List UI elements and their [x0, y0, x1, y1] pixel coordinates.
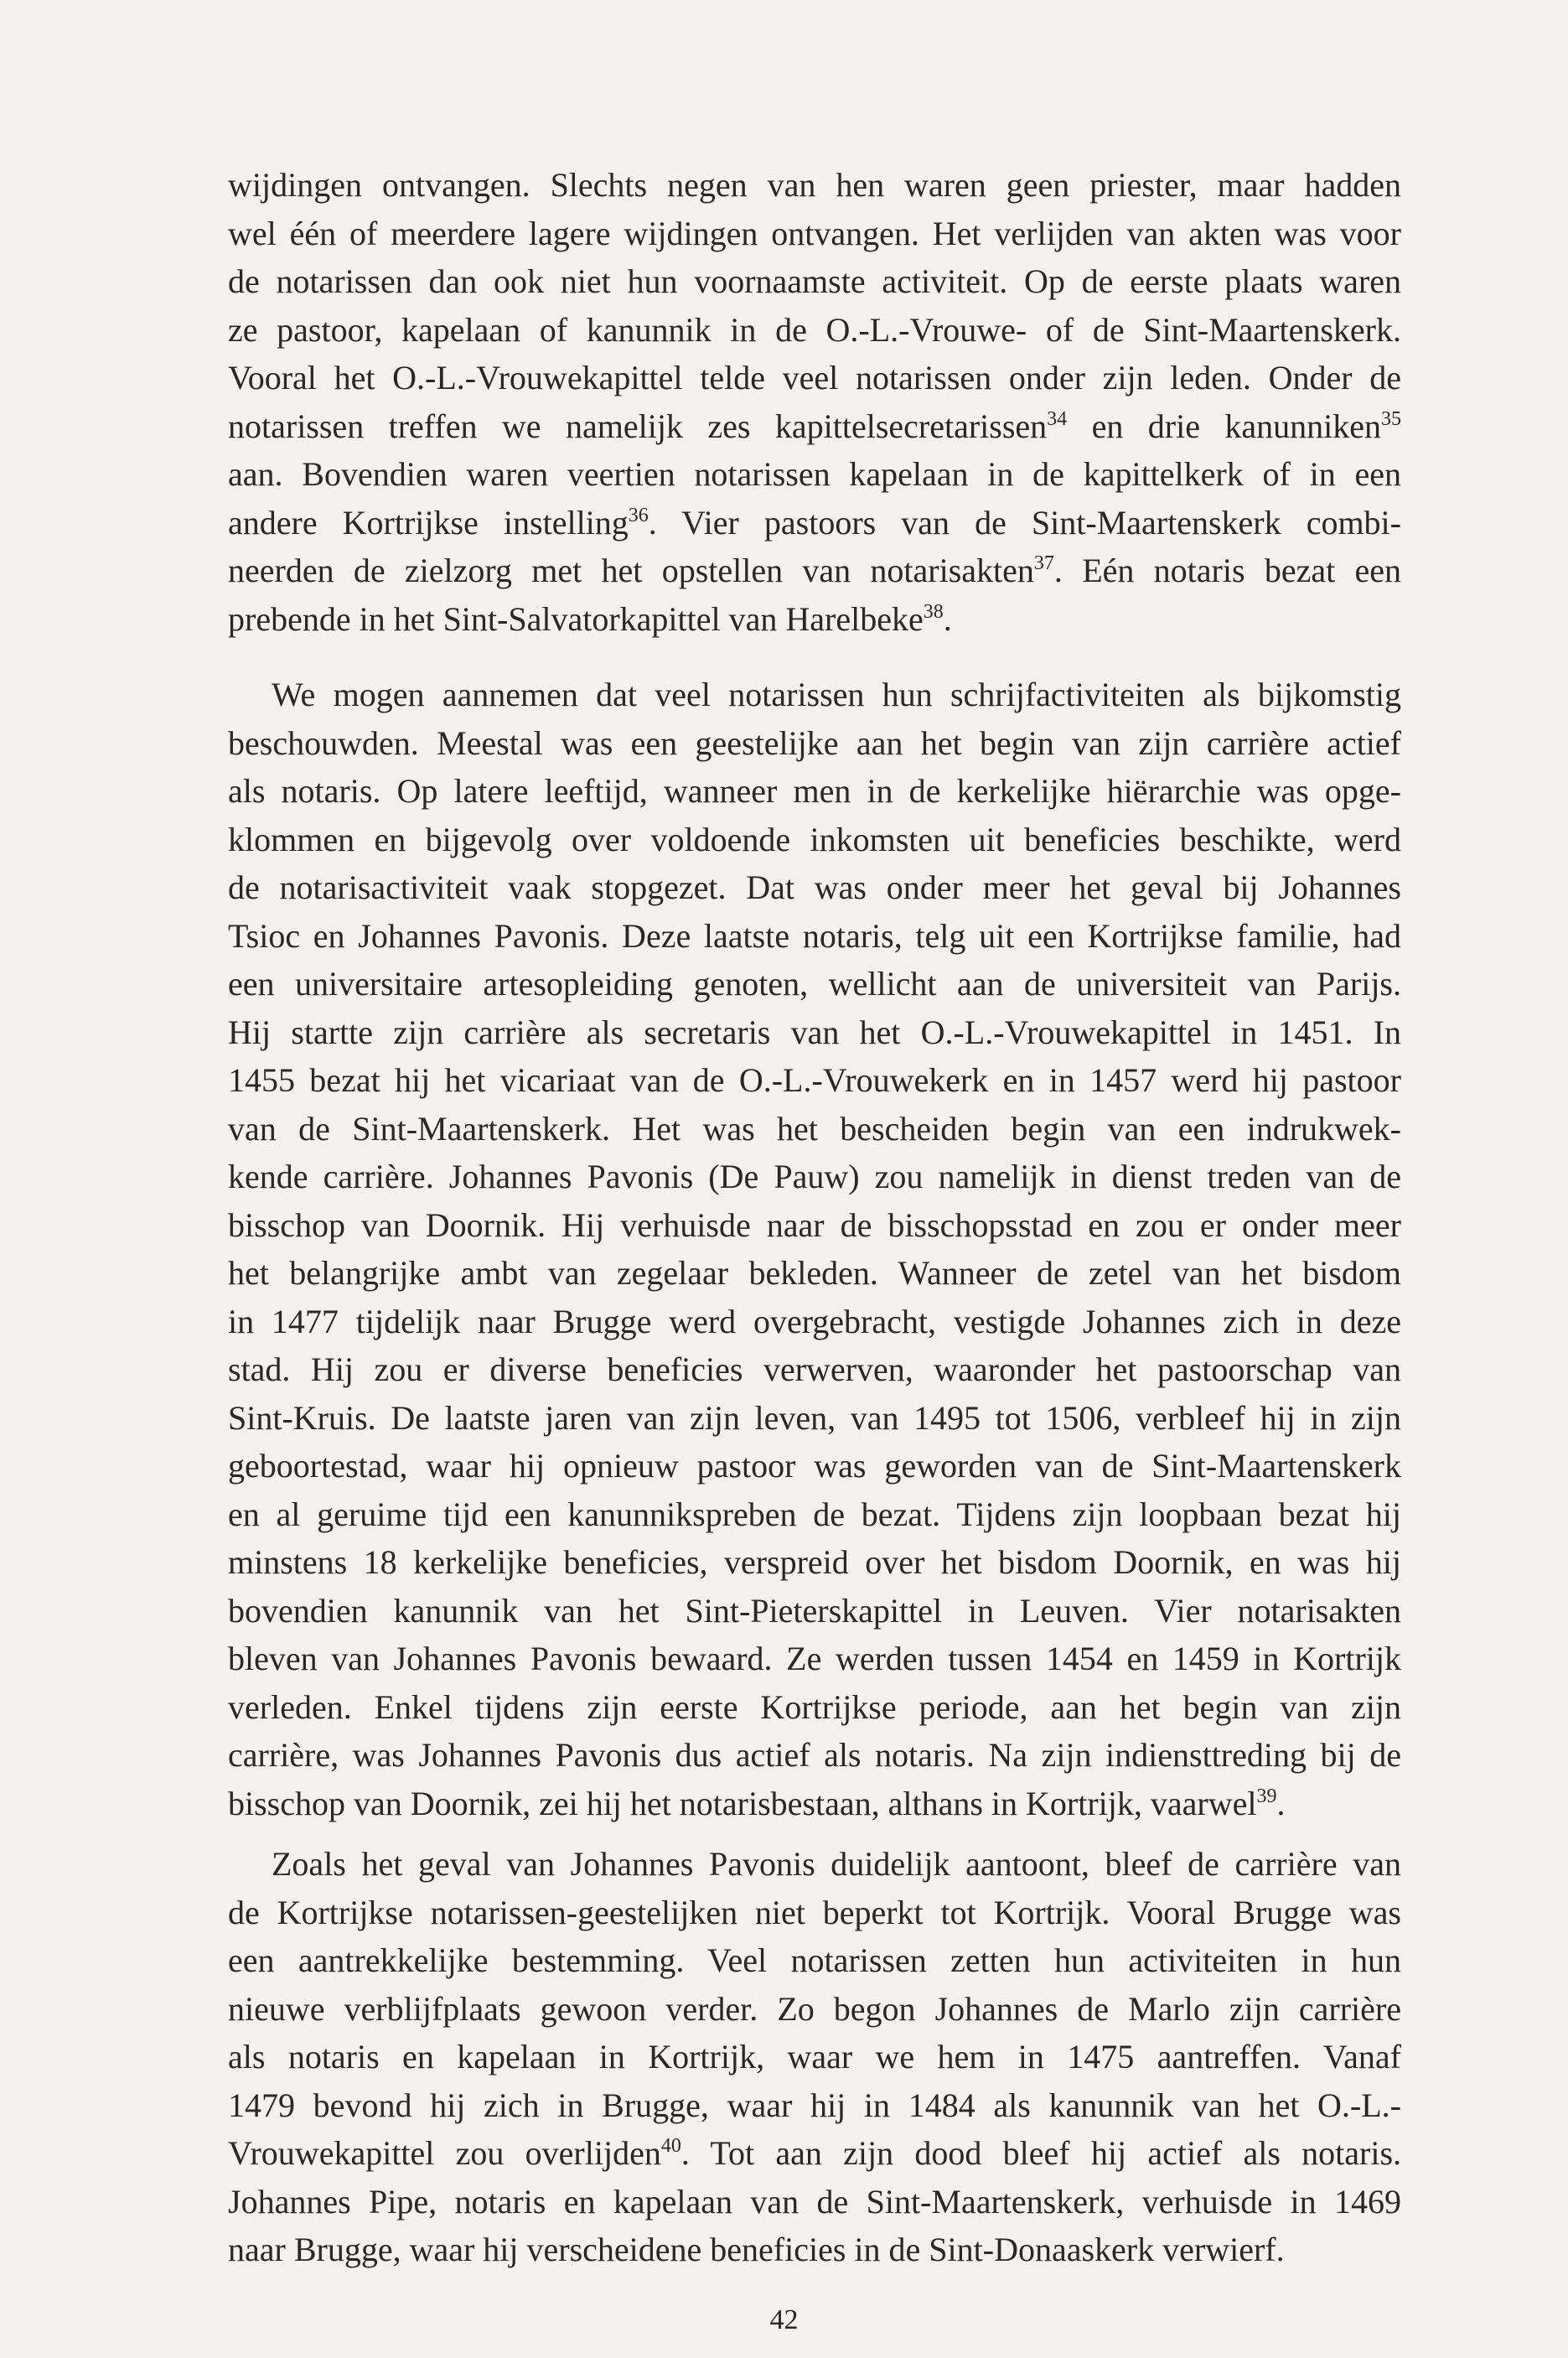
line-text: naar Brugge, waar hij verscheidene beneficies in de Sint-Donaaskerk verwierf.	[228, 2231, 1285, 2268]
line-text: Vrouwekapittel zou overlijden	[228, 2134, 661, 2172]
line-text: Vooral het O.-L.-Vrouwekapittel telde veel notarissen onder zijn leden. Onder de	[228, 359, 1401, 396]
text-line	[228, 1056, 1401, 1105]
line-text: verleden. Enkel tijdens zijn eerste Kortrijkse periode, aan het begin van zijn	[228, 1687, 1401, 1726]
line-text: ze pastoor, kapelaan of kanunnik in de O.-L.-Vrouwe- of de Sint-Maartenskerk.	[228, 310, 1401, 349]
text-line	[228, 1201, 1401, 1250]
text-line	[228, 1985, 1401, 2034]
line-text-continued: . Tot aan zijn dood bleef hij actief als notaris.	[681, 2134, 1402, 2172]
footnote-ref: 35	[1381, 407, 1401, 430]
line-text: het belangrijke ambt van zegelaar bekleden. Wanneer de zetel van het bisdom	[228, 1254, 1401, 1292]
text-line	[228, 863, 1401, 912]
line-text: stad. Hij zou er diverse beneficies verwerven, waaronder het pastoorschap van	[228, 1350, 1401, 1388]
line-text: de Kortrijkse notarissen-geestelijken niet beperkt tot Kortrijk. Vooral Brugge was	[228, 1893, 1401, 1931]
line-text: bisschop van Doornik, zei hij het notarisbestaan, althans in Kortrijk, vaarwel	[228, 1784, 1257, 1822]
text-line	[228, 161, 1401, 210]
text-line	[228, 767, 1401, 816]
line-text: aan. Bovendien waren veertien notarissen kapelaan in de kapittelkerk of in een	[228, 455, 1401, 493]
text-line	[228, 1731, 1401, 1780]
text-line	[228, 671, 1401, 719]
text-line	[228, 1587, 1401, 1635]
text-line	[228, 1298, 1401, 1346]
text-line	[228, 1780, 1401, 1828]
line-text: de notarissen dan ook niet hun voornaamste activiteit. Op de eerste plaats waren	[228, 262, 1401, 300]
text-line	[228, 1683, 1401, 1732]
text-line	[228, 719, 1401, 768]
text-line	[228, 1394, 1401, 1443]
text-line	[228, 2129, 1401, 2178]
line-text: Hij startte zijn carrière als secretaris van het O.-L.-Vrouwekapittel in 1451. In	[228, 1013, 1401, 1051]
line-text: als notaris. Op latere leeftijd, wanneer men in de kerkelijke hiërarchie was opge-	[228, 772, 1401, 810]
text-line	[228, 499, 1401, 547]
footnote-ref: 36	[628, 504, 649, 526]
text-line	[228, 595, 1401, 644]
text-line	[228, 210, 1401, 258]
line-text-continued: . Eén notaris bezat een	[1053, 552, 1401, 589]
line-text: Sint-Kruis. De laatste jaren van zijn leven, van 1495 tot 1506, verbleef hij in zijn	[228, 1398, 1401, 1437]
line-text: een universitaire artesopleiding genoten, wellicht aan de universiteit van Parijs.	[228, 965, 1401, 1003]
footnote-ref: 34	[1047, 407, 1068, 430]
text-line	[228, 450, 1401, 499]
text-line	[228, 816, 1401, 864]
line-text-continued: . Vier pastoors van de Sint-Maartenskerk combi-	[648, 503, 1401, 542]
line-text: prebende in het Sint-Salvatorkapittel van Harelbeke	[228, 599, 924, 638]
line-text: als notaris en kapelaan in Kortrijk, waar we hem in 1475 aantreffen. Vanaf	[228, 2038, 1401, 2076]
line-text: een aantrekkelijke bestemming. Veel notarissen zetten hun activiteiten in hun	[228, 1941, 1401, 1979]
line-text: nieuwe verblijfplaats gewoon verder. Zo begon Johannes de Marlo zijn carrière	[228, 1989, 1401, 2028]
line-text: in 1477 tijdelijk naar Brugge werd overgebracht, vestigde Johannes zich in deze	[228, 1302, 1401, 1340]
text-line	[228, 1889, 1401, 1937]
line-text-continued: .	[1276, 1784, 1286, 1822]
line-text: en al geruime tijd een kanunnikspreben de bezat. Tijdens zijn loopbaan bezat hij	[228, 1495, 1401, 1533]
line-text: bovendien kanunnik van het Sint-Pieterskapittel in Leuven. Vier notarisakten	[228, 1591, 1401, 1630]
line-text-continued: .	[943, 599, 952, 638]
text-line	[228, 354, 1401, 402]
text-line	[228, 402, 1401, 451]
paragraph-2	[228, 671, 1401, 1827]
footnote-ref: 39	[1256, 1785, 1277, 1807]
text-line	[228, 2033, 1401, 2081]
line-text: beschouwden. Meestal was een geestelijke aan het begin van zijn carrière actief	[228, 723, 1401, 762]
text-line	[228, 1538, 1401, 1587]
text-line	[228, 1008, 1401, 1057]
footnote-ref: 40	[660, 2135, 681, 2157]
line-text: carrière, was Johannes Pavonis dus actief als notaris. Na zijn indiensttreding bij de	[228, 1736, 1401, 1774]
line-text: van de Sint-Maartenskerk. Het was het bescheiden begin van een indrukwek-	[228, 1109, 1401, 1148]
text-line	[228, 1345, 1401, 1394]
footnote-ref: 37	[1033, 552, 1054, 574]
line-text: geboortestad, waar hij opnieuw pastoor was geworden van de Sint-Maartenskerk	[228, 1447, 1401, 1485]
line-text: Johannes Pipe, notaris en kapelaan van de Sint-Maartenskerk, verhuisde in 1469	[228, 2182, 1401, 2221]
page-number: 42	[769, 2304, 799, 2335]
line-text: Zoals het geval van Johannes Pavonis duidelijk aantoont, bleef de carrière van	[272, 1845, 1401, 1883]
text-line	[228, 2081, 1401, 2130]
line-text: wijdingen ontvangen. Slechts negen van hen waren geen priester, maar hadden	[228, 166, 1401, 204]
line-text: andere Kortrijkse instelling	[228, 503, 629, 542]
paragraph-1	[228, 161, 1401, 643]
line-text: wel één of meerdere lagere wijdingen ontvangen. Het verlijden van akten was voor	[228, 214, 1401, 252]
line-text: bleven van Johannes Pavonis bewaard. Ze werden tussen 1454 en 1459 in Kortrijk	[228, 1640, 1401, 1677]
text-line	[228, 1840, 1401, 1889]
line-text: 1455 bezat hij het vicariaat van de O.-L.-Vrouwekerk en in 1457 werd hij pastoor	[228, 1061, 1401, 1099]
text-line	[228, 2178, 1401, 2226]
text-line	[228, 306, 1401, 355]
text-line	[228, 1635, 1401, 1683]
line-text: Tsioc en Johannes Pavonis. Deze laatste notaris, telg uit een Kortrijkse familie, had	[228, 916, 1401, 955]
line-text: notarissen treffen we namelijk zes kapittelsecretarissen	[228, 407, 1048, 445]
line-text: 1479 bevond hij zich in Brugge, waar hij in 1484 als kanunnik van het O.-L.-	[228, 2086, 1401, 2124]
text-line	[228, 1105, 1401, 1153]
line-text-continued: en drie kanunniken	[1067, 407, 1381, 445]
text-line	[228, 1249, 1401, 1298]
text-line	[228, 547, 1401, 595]
text-line	[228, 1153, 1401, 1201]
text-line	[228, 1442, 1401, 1490]
line-text: We mogen aannemen dat veel notarissen hun schrijfactiviteiten als bijkomstig	[272, 676, 1401, 713]
line-text: minstens 18 kerkelijke beneficies, verspreid over het bisdom Doornik, en was hij	[228, 1543, 1401, 1581]
text-line	[228, 257, 1401, 306]
text-line	[228, 2226, 1401, 2274]
paragraph-3	[228, 1840, 1401, 2274]
text-line	[228, 960, 1401, 1008]
line-text: kende carrière. Johannes Pavonis (De Pauw) zou namelijk in dienst treden van de	[228, 1158, 1401, 1195]
line-text: bisschop van Doornik. Hij verhuisde naar de bisschopsstad en zou er onder meer	[228, 1205, 1401, 1244]
footnote-ref: 38	[923, 600, 944, 623]
line-text: klommen en bijgevolg over voldoende inkomsten uit beneficies beschikte, werd	[228, 820, 1401, 858]
line-text: neerden de zielzorg met het opstellen van notarisakten	[228, 552, 1034, 589]
text-line	[228, 1490, 1401, 1539]
line-text: de notarisactiviteit vaak stopgezet. Dat was onder meer het geval bij Johannes	[228, 868, 1401, 906]
text-line	[228, 912, 1401, 961]
text-line	[228, 1936, 1401, 1985]
